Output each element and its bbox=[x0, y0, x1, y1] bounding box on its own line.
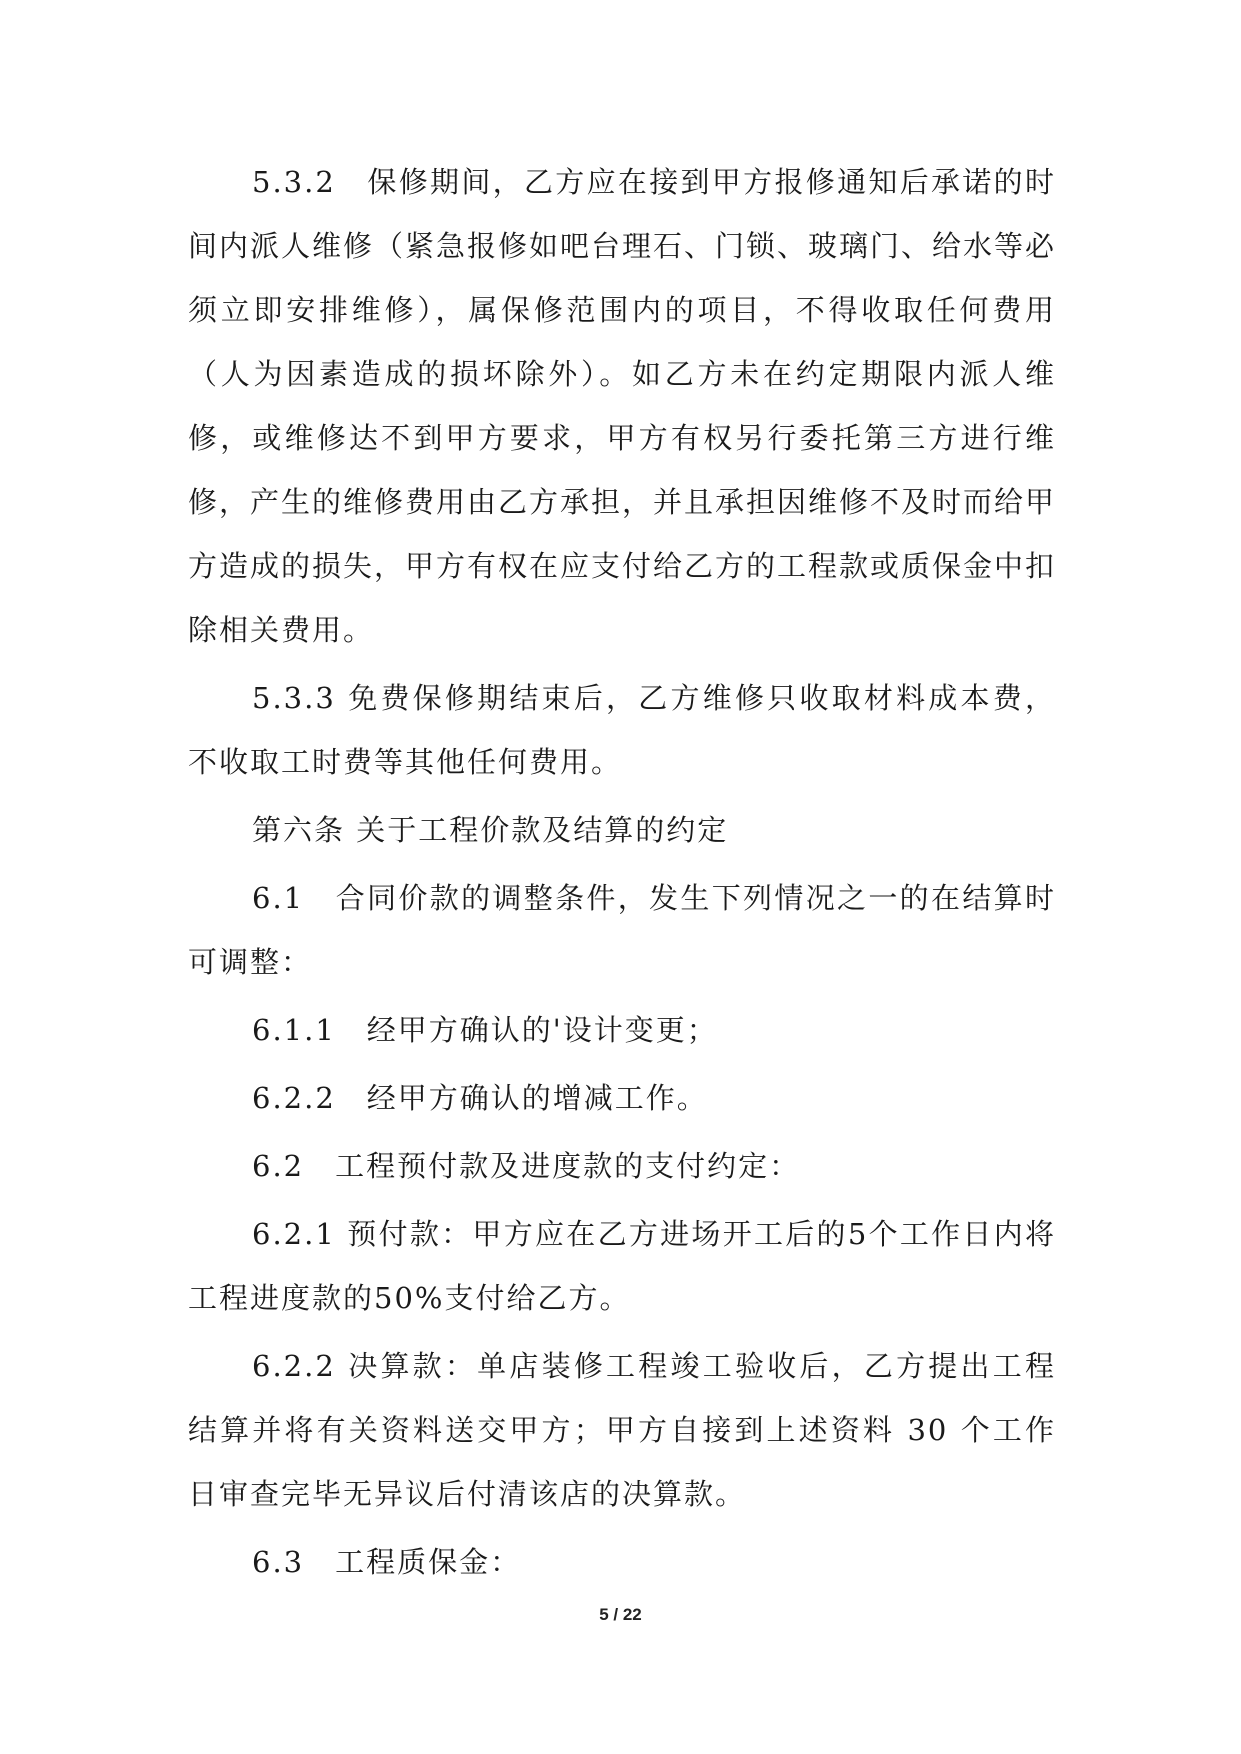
paragraph-6-2-2-settlement: 6.2.2 决算款：单店装修工程竣工验收后，乙方提出工程结算并将有关资料送交甲方；甲方自接到上述资料 30 个工作日审查完毕无异议后付清该店的决算款。 bbox=[188, 1349, 1056, 1511]
paragraph-6-3: 6.3 工程质保金： bbox=[252, 1545, 522, 1579]
paragraph-6-2: 6.2 工程预付款及进度款的支付约定： bbox=[252, 1149, 801, 1183]
paragraph-6-2-2-adjustment: 6.2.2 经甲方确认的增减工作。 bbox=[252, 1081, 708, 1115]
paragraph-6-2-1: 6.2.1 预付款：甲方应在乙方进场开工后的5个工作日内将工程进度款的50%支付给乙方。 bbox=[188, 1217, 1056, 1315]
article-6-heading: 第六条 关于工程价款及结算的约定 bbox=[252, 813, 729, 847]
paragraph-5-3-3: 5.3.3 免费保修期结束后，乙方维修只收取材料成本费，不收取工时费等其他任何费用。 bbox=[188, 681, 1056, 779]
paragraph-6-1-1: 6.1.1 经甲方确认的'设计变更； bbox=[252, 1013, 718, 1047]
document-body bbox=[188, 150, 1056, 1594]
paragraph-6-1: 6.1 合同价款的调整条件，发生下列情况之一的在结算时可调整： bbox=[188, 881, 1056, 979]
paragraph-5-3-2: 5.3.2 保修期间，乙方应在接到甲方报修通知后承诺的时间内派人维修（紧急报修如吧台理石、门锁、玻璃门、给水等必须立即安排维修），属保修范围内的项目，不得收取任何费用（人为因素造成的损坏除外）。如乙方未在约定期限内派人维修，或维修达不到甲方要求，甲方有权另行委托第三方进行维修，产生的维修费用由乙方承担，并且承担因维修不及时而给甲方造成的损失，甲方有权在应支付给乙方的工程款或质保金中扣除相关费用。 bbox=[188, 165, 1057, 647]
page-number: 5 / 22 bbox=[599, 1605, 642, 1624]
